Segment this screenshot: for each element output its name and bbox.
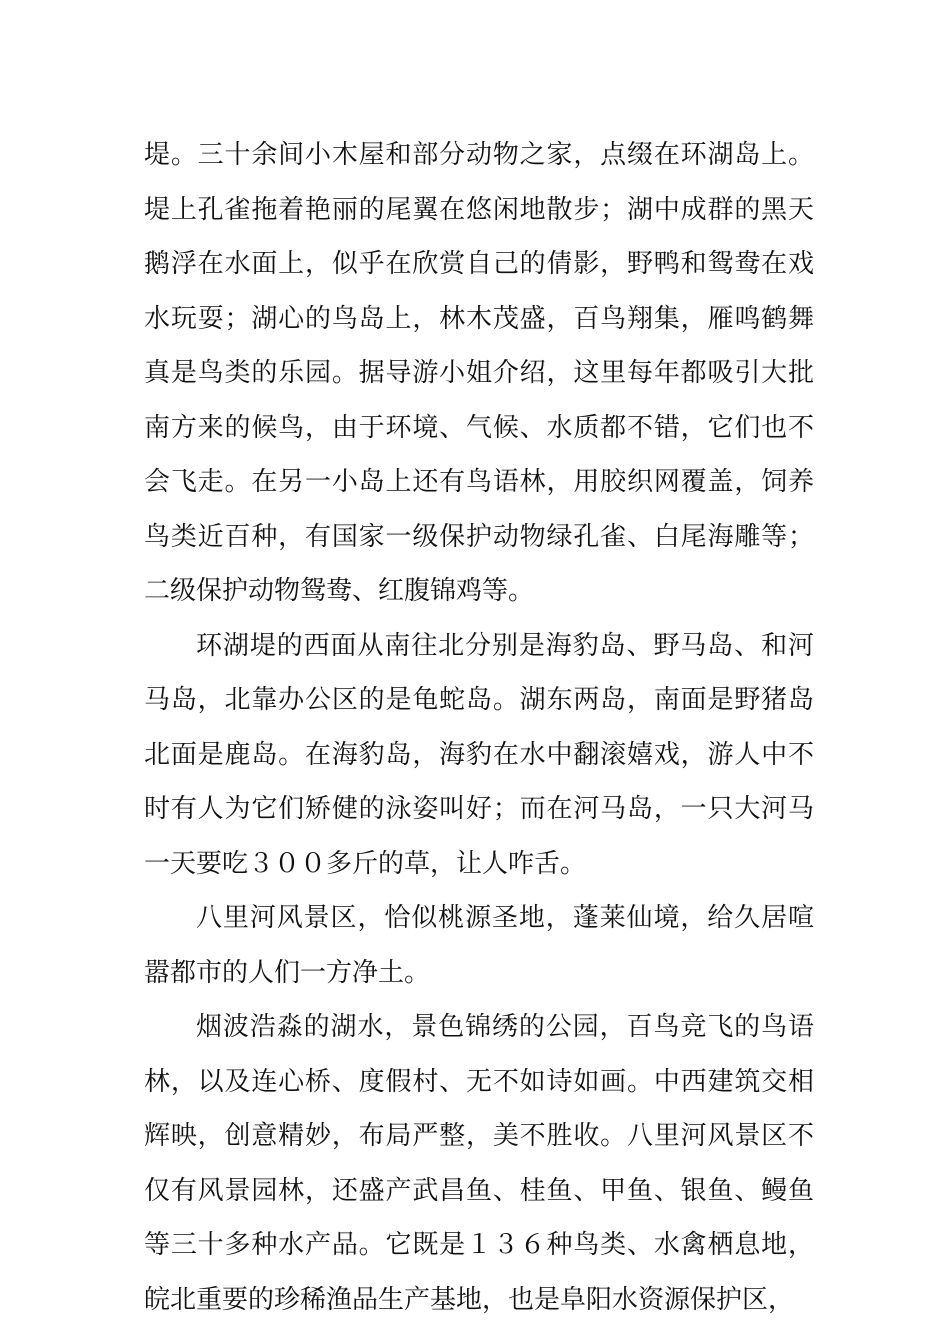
document-body xyxy=(144,128,814,1327)
paragraph-continued: 堤。三十余间小木屋和部分动物之家，点缀在环湖岛上。堤上孔雀拖着艳丽的尾翼在悠闲地散步；湖中成群的黑天鹅浮在水面上，似乎在欣赏自己的倩影，野鸭和鸳鸯在戏水玩耍；湖心的鸟岛上，林木茂盛，百鸟翔集，雁鸣鹤舞真是鸟类的乐园。据导游小姐介绍，这里每年都吸引大批南方来的候鸟，由于环境、气候、水质都不错，它们也不会飞走。在另一小岛上还有鸟语林，用胶织网覆盖，饲养鸟类近百种，有国家一级保护动物绿孔雀、白尾海雕等；二级保护动物鸳鸯、红腹锦鸡等。 xyxy=(144,140,814,606)
paragraph-scenic-area: 八里河风景区，恰似桃源圣地，蓬莱仙境，给久居喧嚣都市的人们一方净土。 xyxy=(144,903,814,988)
paragraph-lake-description: 烟波浩淼的湖水，景色锦绣的公园，百鸟竞飞的鸟语林，以及连心桥、度假村、无不如诗如画。中西建筑交相辉映，创意精妙，布局严整，美不胜收。八里河风景区不仅有风景园林，还盛产武昌鱼、桂鱼、甲鱼、银鱼、鳗鱼等三十多种水产品。它既是１３６种鸟类、水禽栖息地，皖北重要的珍稀渔品生产基地，也是阜阳水资源保护区， xyxy=(144,1012,814,1315)
paragraph-islands: 环湖堤的西面从南往北分别是海豹岛、野马岛、和河马岛，北靠办公区的是龟蛇岛。湖东两岛，南面是野猪岛北面是鹿岛。在海豹岛，海豹在水中翻滚嬉戏，游人中不时有人为它们矫健的泳姿叫好；而在河马岛，一只大河马一天要吃３００多斤的草，让人咋舌。 xyxy=(144,630,814,879)
